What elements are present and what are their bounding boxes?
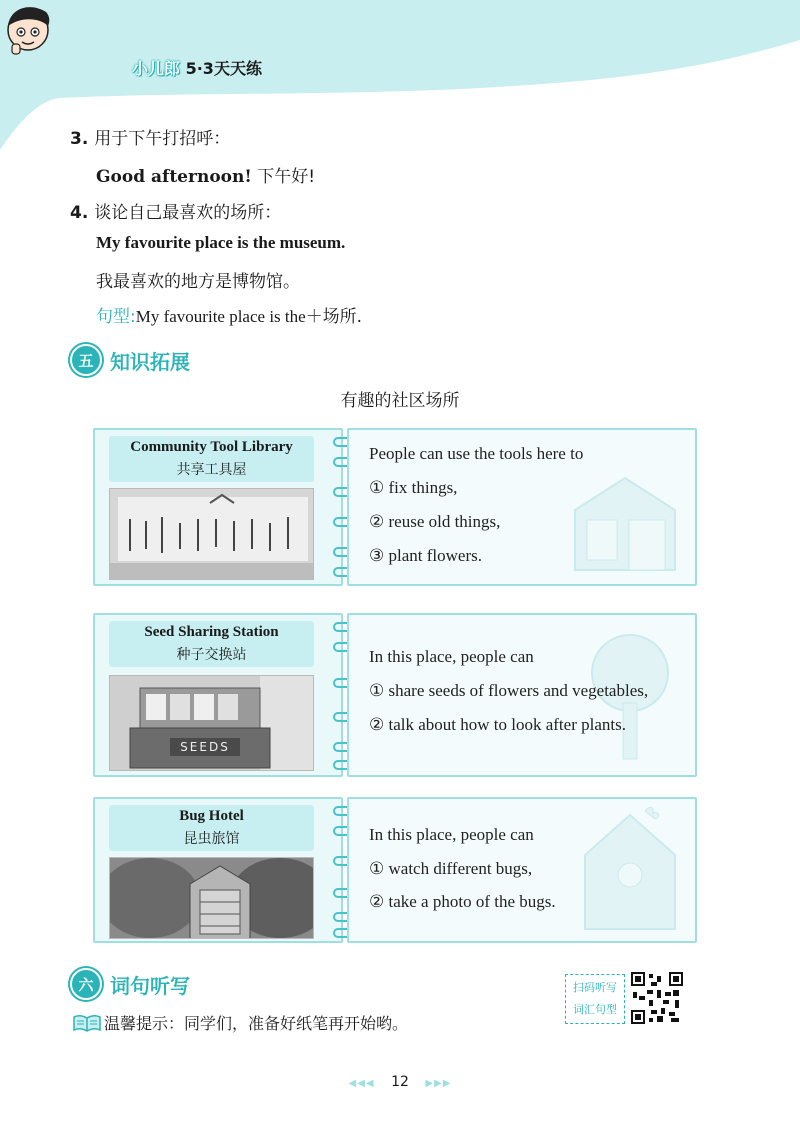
card-left-panel	[93, 613, 343, 777]
item-3-heading	[70, 124, 230, 149]
section-title: 知识拓展	[110, 349, 190, 374]
qr-code-icon[interactable]	[631, 972, 683, 1024]
place-name-english: Community Tool Library	[130, 439, 293, 455]
mascot-icon	[0, 0, 56, 56]
section-five-heading	[70, 344, 190, 376]
left-arrows-icon: ◀◀◀	[348, 1078, 375, 1089]
tip-text: 温馨提示：同学们，准备好纸笔再开始哟。	[104, 1014, 409, 1033]
card-text-line: In this place, people can	[369, 825, 534, 844]
card-tool-library	[93, 428, 705, 586]
card-left-panel	[93, 797, 343, 943]
shed-illustration-icon	[565, 470, 685, 576]
card-text-line: ② talk about how to look after plants.	[369, 715, 626, 734]
item-4-example-chinese: 我最喜欢的地方是博物馆。	[96, 272, 300, 292]
card-text-line: ① watch different bugs,	[369, 859, 533, 878]
example-chinese: 下午好!	[257, 167, 316, 187]
card-text-line: ① fix things,	[369, 478, 458, 497]
qr-caption-line: 扫码听写	[573, 981, 617, 994]
tool-wall-photo	[109, 488, 314, 580]
card-left-panel	[93, 428, 343, 586]
qr-caption-line: 词汇句型	[573, 1003, 617, 1016]
place-label	[109, 805, 314, 851]
card-text-line: ① share seeds of flowers and vegetables,	[369, 681, 649, 700]
sentence-pattern	[96, 302, 362, 327]
section-title: 词句听写	[110, 973, 190, 998]
item-3-example	[96, 162, 315, 187]
place-name-english: Seed Sharing Station	[144, 624, 279, 640]
bug-hotel-photo	[109, 857, 314, 939]
birdhouse-illustration-icon	[575, 805, 685, 937]
item-number: 4.	[70, 203, 89, 223]
reminder-tip	[72, 1011, 408, 1034]
card-text-line: ② reuse old things,	[369, 512, 501, 531]
place-name-chinese: 种子交换站	[176, 647, 247, 663]
card-text-line: ② take a photo of the bugs.	[369, 892, 556, 911]
card-text-line: People can use the tools here to	[369, 444, 584, 463]
pattern-label: 句型:	[96, 307, 136, 327]
place-name-chinese: 共享工具屋	[176, 462, 247, 478]
card-right-panel	[347, 613, 697, 777]
section-subtitle: 有趣的社区场所	[340, 391, 460, 411]
example-english: Good afternoon!	[96, 167, 252, 187]
item-4-heading	[70, 198, 281, 223]
card-bug-hotel	[93, 797, 705, 943]
pattern-chinese: ＋场所.	[305, 307, 363, 327]
place-name-english: Bug Hotel	[179, 808, 244, 824]
section-six-heading	[70, 968, 190, 1000]
page-footer	[0, 1074, 800, 1090]
page-number: 12	[391, 1074, 409, 1090]
qr-caption	[565, 974, 625, 1024]
qr-code-block	[565, 972, 685, 1026]
place-label	[109, 621, 314, 667]
brand-rest: 5·3天天练	[185, 59, 262, 78]
section-badge: 五	[70, 344, 102, 376]
card-right-panel	[347, 428, 697, 586]
item-text: 用于下午打招呼：	[94, 129, 231, 149]
right-arrows-icon: ▶▶▶	[425, 1078, 452, 1089]
place-label	[109, 436, 314, 482]
item-4-example-english: My favourite place is the museum.	[96, 233, 346, 252]
seed-box-photo	[109, 675, 314, 771]
card-text-line: In this place, people can	[369, 647, 534, 666]
card-text-line: ③ plant flowers.	[369, 546, 482, 565]
card-right-panel	[347, 797, 697, 943]
book-icon	[72, 1013, 102, 1033]
pattern-english: My favourite place is the	[135, 307, 306, 326]
brand-accent: 小儿郎	[132, 59, 181, 78]
item-number: 3.	[70, 129, 89, 149]
place-name-chinese: 昆虫旅馆	[183, 831, 240, 847]
brand-title	[132, 56, 262, 79]
section-badge: 六	[70, 968, 102, 1000]
seeds-sign: SEEDS	[170, 738, 240, 756]
card-seed-station	[93, 613, 705, 777]
item-text: 谈论自己最喜欢的场所：	[94, 203, 282, 223]
